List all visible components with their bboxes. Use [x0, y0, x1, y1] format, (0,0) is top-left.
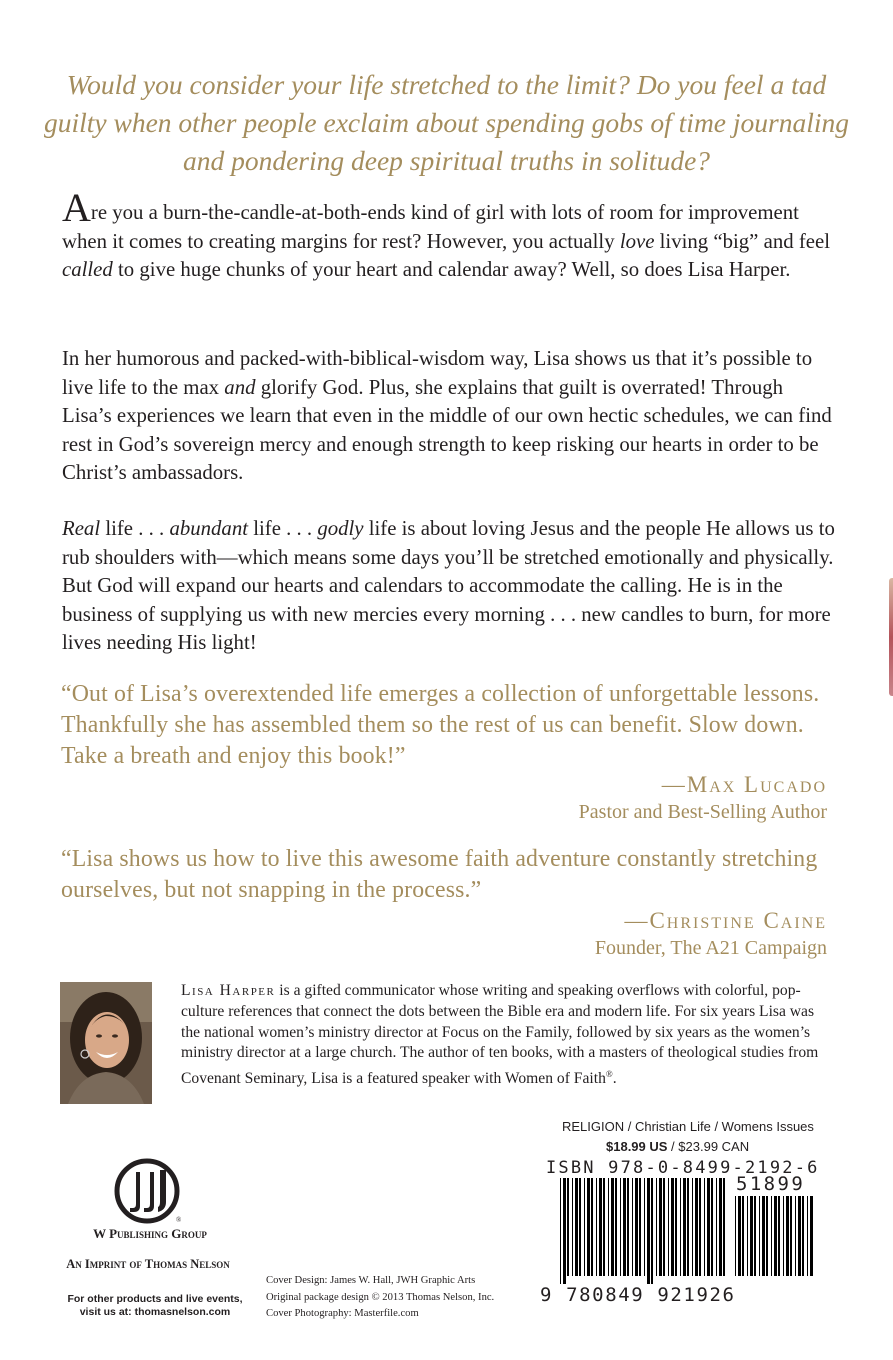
barcode-bar: [766, 1196, 768, 1276]
p1-text-3: to give huge chunks of your heart and calendar away? Well, so does Lisa Harper.: [112, 258, 791, 282]
paragraph-2: [62, 345, 837, 488]
barcode-bar: [742, 1196, 744, 1276]
barcode-bar: [567, 1178, 569, 1276]
drop-cap: A: [62, 185, 91, 230]
p1-em-2: called: [62, 258, 113, 282]
p1-text-1: re you a burn-the-candle-at-both-ends kind of girl with lots of room for improvement when it comes to creating margins for rest? However, you actually: [62, 201, 799, 253]
credit-line-2: Original package design © 2013 Thomas Nelson, Inc.: [266, 1291, 495, 1303]
barcode-bar: [807, 1196, 808, 1276]
barcode-bar: [635, 1178, 638, 1276]
isbn-text: ISBN 978-0-8499-2192-6: [546, 1158, 820, 1178]
bio-text: is a gifted communicator whose writing and speaking overflows with colorful, pop-culture references that connect the dots between the Bible era and modern life. For six years Lisa was the national women’s ministry director at Focus on the Family, followed by six years as the women’s ministry director at a large church. The author of ten books, with a masters of theological studies from Covenant Seminary, Lisa is a featured speaker with Women of Faith: [181, 982, 819, 1088]
barcode-bar: [563, 1178, 566, 1286]
barcode-bar: [723, 1178, 725, 1276]
barcode-bar: [747, 1196, 748, 1276]
visit-line-1: For other products and live events,: [67, 1293, 243, 1305]
author-bio: [181, 981, 831, 1090]
barcode-bar: [651, 1178, 653, 1286]
barcode-bar: [599, 1178, 602, 1276]
barcode-bar: [675, 1178, 677, 1276]
barcode-bar: [591, 1178, 593, 1276]
p2-em-1: and: [224, 375, 256, 399]
publisher-imprint: An Imprint of Thomas Nelson: [66, 1257, 230, 1271]
edge-color-strip: [889, 578, 893, 696]
barcode-bar: [699, 1178, 701, 1276]
visit-line-2: visit us at: thomasnelson.com: [79, 1306, 231, 1318]
barcode-bar: [659, 1178, 662, 1276]
barcode-bar: [798, 1196, 801, 1276]
barcode-bar: [647, 1178, 650, 1286]
barcode-bar: [707, 1178, 710, 1276]
p3-em-3: godly: [317, 517, 364, 540]
endorsement-role-2: Founder, The A21 Campaign: [594, 937, 827, 959]
p3-text-2: life . . .: [248, 517, 318, 540]
barcode-bar: [644, 1178, 645, 1276]
barcode-bar: [759, 1196, 760, 1276]
registered-mark: ®: [605, 1069, 613, 1080]
ean-number: 9 780849 921926: [540, 1284, 736, 1306]
barcode-bar: [668, 1178, 669, 1276]
isbn-barcode: [560, 1178, 728, 1286]
paragraph-1: [62, 185, 837, 285]
price: [606, 1139, 749, 1154]
barcode-bar: [783, 1196, 784, 1276]
paragraph-3: [62, 515, 837, 658]
p1-text-2: living “big” and feel: [654, 229, 831, 253]
barcode-bar: [627, 1178, 629, 1276]
credit-line-1: Cover Design: James W. Hall, JWH Graphic Arts: [266, 1275, 476, 1286]
price-barcode: [735, 1196, 817, 1286]
barcode-bar: [663, 1178, 665, 1276]
barcode-bar: [584, 1178, 585, 1276]
barcode-bar: [754, 1196, 756, 1276]
author-portrait-illustration: [60, 982, 152, 1104]
barcode-bar: [704, 1178, 705, 1276]
p2-text-2: glorify God. Plus, she explains that guilt is overrated! Through Lisa’s experiences we learn that even in the middle of our own hectic schedules, we can find rest in God’s sovereign mercy and enough strength to keep risking our hearts in order to be Christ’s ambassadors.: [62, 375, 832, 485]
barcode-bar: [680, 1178, 681, 1276]
price-can: $23.99 CAN: [678, 1139, 750, 1154]
barcode-bar: [735, 1196, 736, 1276]
barcode-bar: [774, 1196, 777, 1276]
barcode-bar: [572, 1178, 573, 1276]
barcode-bar: [560, 1178, 561, 1286]
endorsement-name-2: —Christine Caine: [624, 908, 827, 933]
barcode-bar: [639, 1178, 641, 1276]
barcode-bar: [762, 1196, 765, 1276]
logo-registered-mark: ®: [176, 1216, 182, 1224]
barcode-bar: [692, 1178, 693, 1276]
publisher-name: W Publishing Group: [93, 1226, 207, 1241]
barcode-bar: [771, 1196, 772, 1276]
barcode-bar: [802, 1196, 804, 1276]
barcode-bar: [608, 1178, 609, 1276]
endorsement-role-1: Pastor and Best-Selling Author: [578, 801, 827, 823]
barcode-bar: [587, 1178, 590, 1276]
barcode-bar: [786, 1196, 789, 1276]
barcode-bar: [596, 1178, 597, 1276]
barcode-bar: [683, 1178, 686, 1276]
p1-em-1: love: [619, 229, 655, 253]
barcode-bar: [620, 1178, 621, 1276]
barcode-bar: [615, 1178, 617, 1276]
endorsement-quote-2: “Lisa shows us how to live this awesome faith adventure constantly stretching ourselves, but not snapping in the process.”: [61, 846, 818, 903]
barcode-bar: [632, 1178, 633, 1276]
barcode-bar: [719, 1178, 722, 1276]
barcode-bar: [671, 1178, 674, 1276]
w-publishing-logo: [114, 1158, 184, 1224]
barcode-bar: [790, 1196, 792, 1276]
bio-end: .: [612, 1070, 617, 1088]
visit-info: [40, 1293, 270, 1319]
barcode-bar: [623, 1178, 626, 1276]
barcode-bar: [750, 1196, 753, 1276]
barcode-bar: [738, 1196, 741, 1276]
price-separator: /: [667, 1139, 679, 1154]
price-us: $18.99 US: [606, 1139, 668, 1154]
barcode-bar: [778, 1196, 780, 1276]
intro-question: Would you consider your life stretched to the limit? Do you feel a tad guilty when other people exclaim about spending gobs of time journaling and pondering deep spiritual truths in solitude?: [43, 69, 850, 176]
addon-price-code: 51899: [736, 1173, 806, 1195]
endorsement-name-1: —Max Lucado: [661, 772, 827, 797]
cover-credits: [266, 1273, 494, 1323]
bisac-category: RELIGION / Christian Life / Womens Issues: [562, 1119, 814, 1134]
credit-line-3: Cover Photography: Masterfile.com: [266, 1308, 419, 1319]
barcode-bar: [695, 1178, 698, 1276]
p3-em-1: Real: [62, 517, 101, 540]
p3-text-3: life is about loving Jesus and the people He allows us to rub shoulders with—which means some days you’ll be stretched emotionally and physically. But God will expand our hearts and calendars to accommodate the calling. He is in the business of supplying us with new mercies every morning . . . new candles to burn, for more lives needing His light!: [62, 517, 835, 655]
barcode-bar: [579, 1178, 581, 1276]
barcode-bar: [810, 1196, 813, 1276]
p2-text-1: In her humorous and packed-with-biblical-wisdom way, Lisa shows us that it’s possible to live life to the max: [62, 347, 813, 399]
barcode-bar: [611, 1178, 614, 1276]
p3-text-1: life . . .: [100, 517, 170, 540]
barcode-bar: [687, 1178, 689, 1276]
barcode-bar: [716, 1178, 717, 1276]
barcode-bar: [711, 1178, 713, 1276]
author-photo: [60, 982, 152, 1104]
barcode-bar: [575, 1178, 578, 1276]
bio-author-name: Lisa Harper: [181, 982, 276, 999]
barcode-bar: [795, 1196, 796, 1276]
barcode-bar: [656, 1178, 657, 1276]
barcode-bar: [603, 1178, 605, 1276]
p3-em-2: abundant: [169, 517, 249, 540]
endorsement-quote-1: “Out of Lisa’s overextended life emerges a collection of unforgettable lessons. Thankfully she has assembled them so the rest of us can benefit. Slow down. Take a breath and enjoy this book!”: [61, 681, 820, 769]
